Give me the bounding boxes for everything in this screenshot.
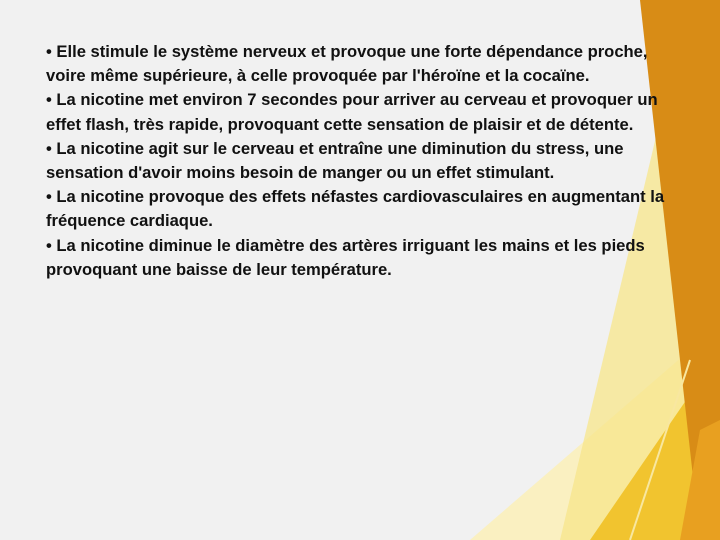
- bullet-paragraph-4: • La nicotine provoque des effets néfastes cardiovasculaires en augmentant la fréquence cardiaque.: [46, 187, 665, 231]
- bullet-paragraph-3: • La nicotine agit sur le cerveau et entraîne une diminution du stress, une sensation d'avoir moins besoin de manger ou un effet stimulant.: [46, 138, 624, 183]
- bullet-text-body: [46, 40, 686, 282]
- bullet-paragraph-5: • La nicotine diminue le diamètre des artères irriguant les mains et les pieds provoquant une baisse de leur température.: [46, 235, 645, 279]
- bullet-paragraph-1: • Elle stimule le système nerveux et provoque une forte dépendance proche, voire même supérieure, à celle provoquée par l'héroïne et la cocaïne.: [46, 42, 648, 86]
- bullet-paragraph-2: • La nicotine met environ 7 secondes pour arriver au cerveau et provoquer un effet flash, très rapide, provoquant cette sensation de plaisir et de détente.: [46, 90, 658, 134]
